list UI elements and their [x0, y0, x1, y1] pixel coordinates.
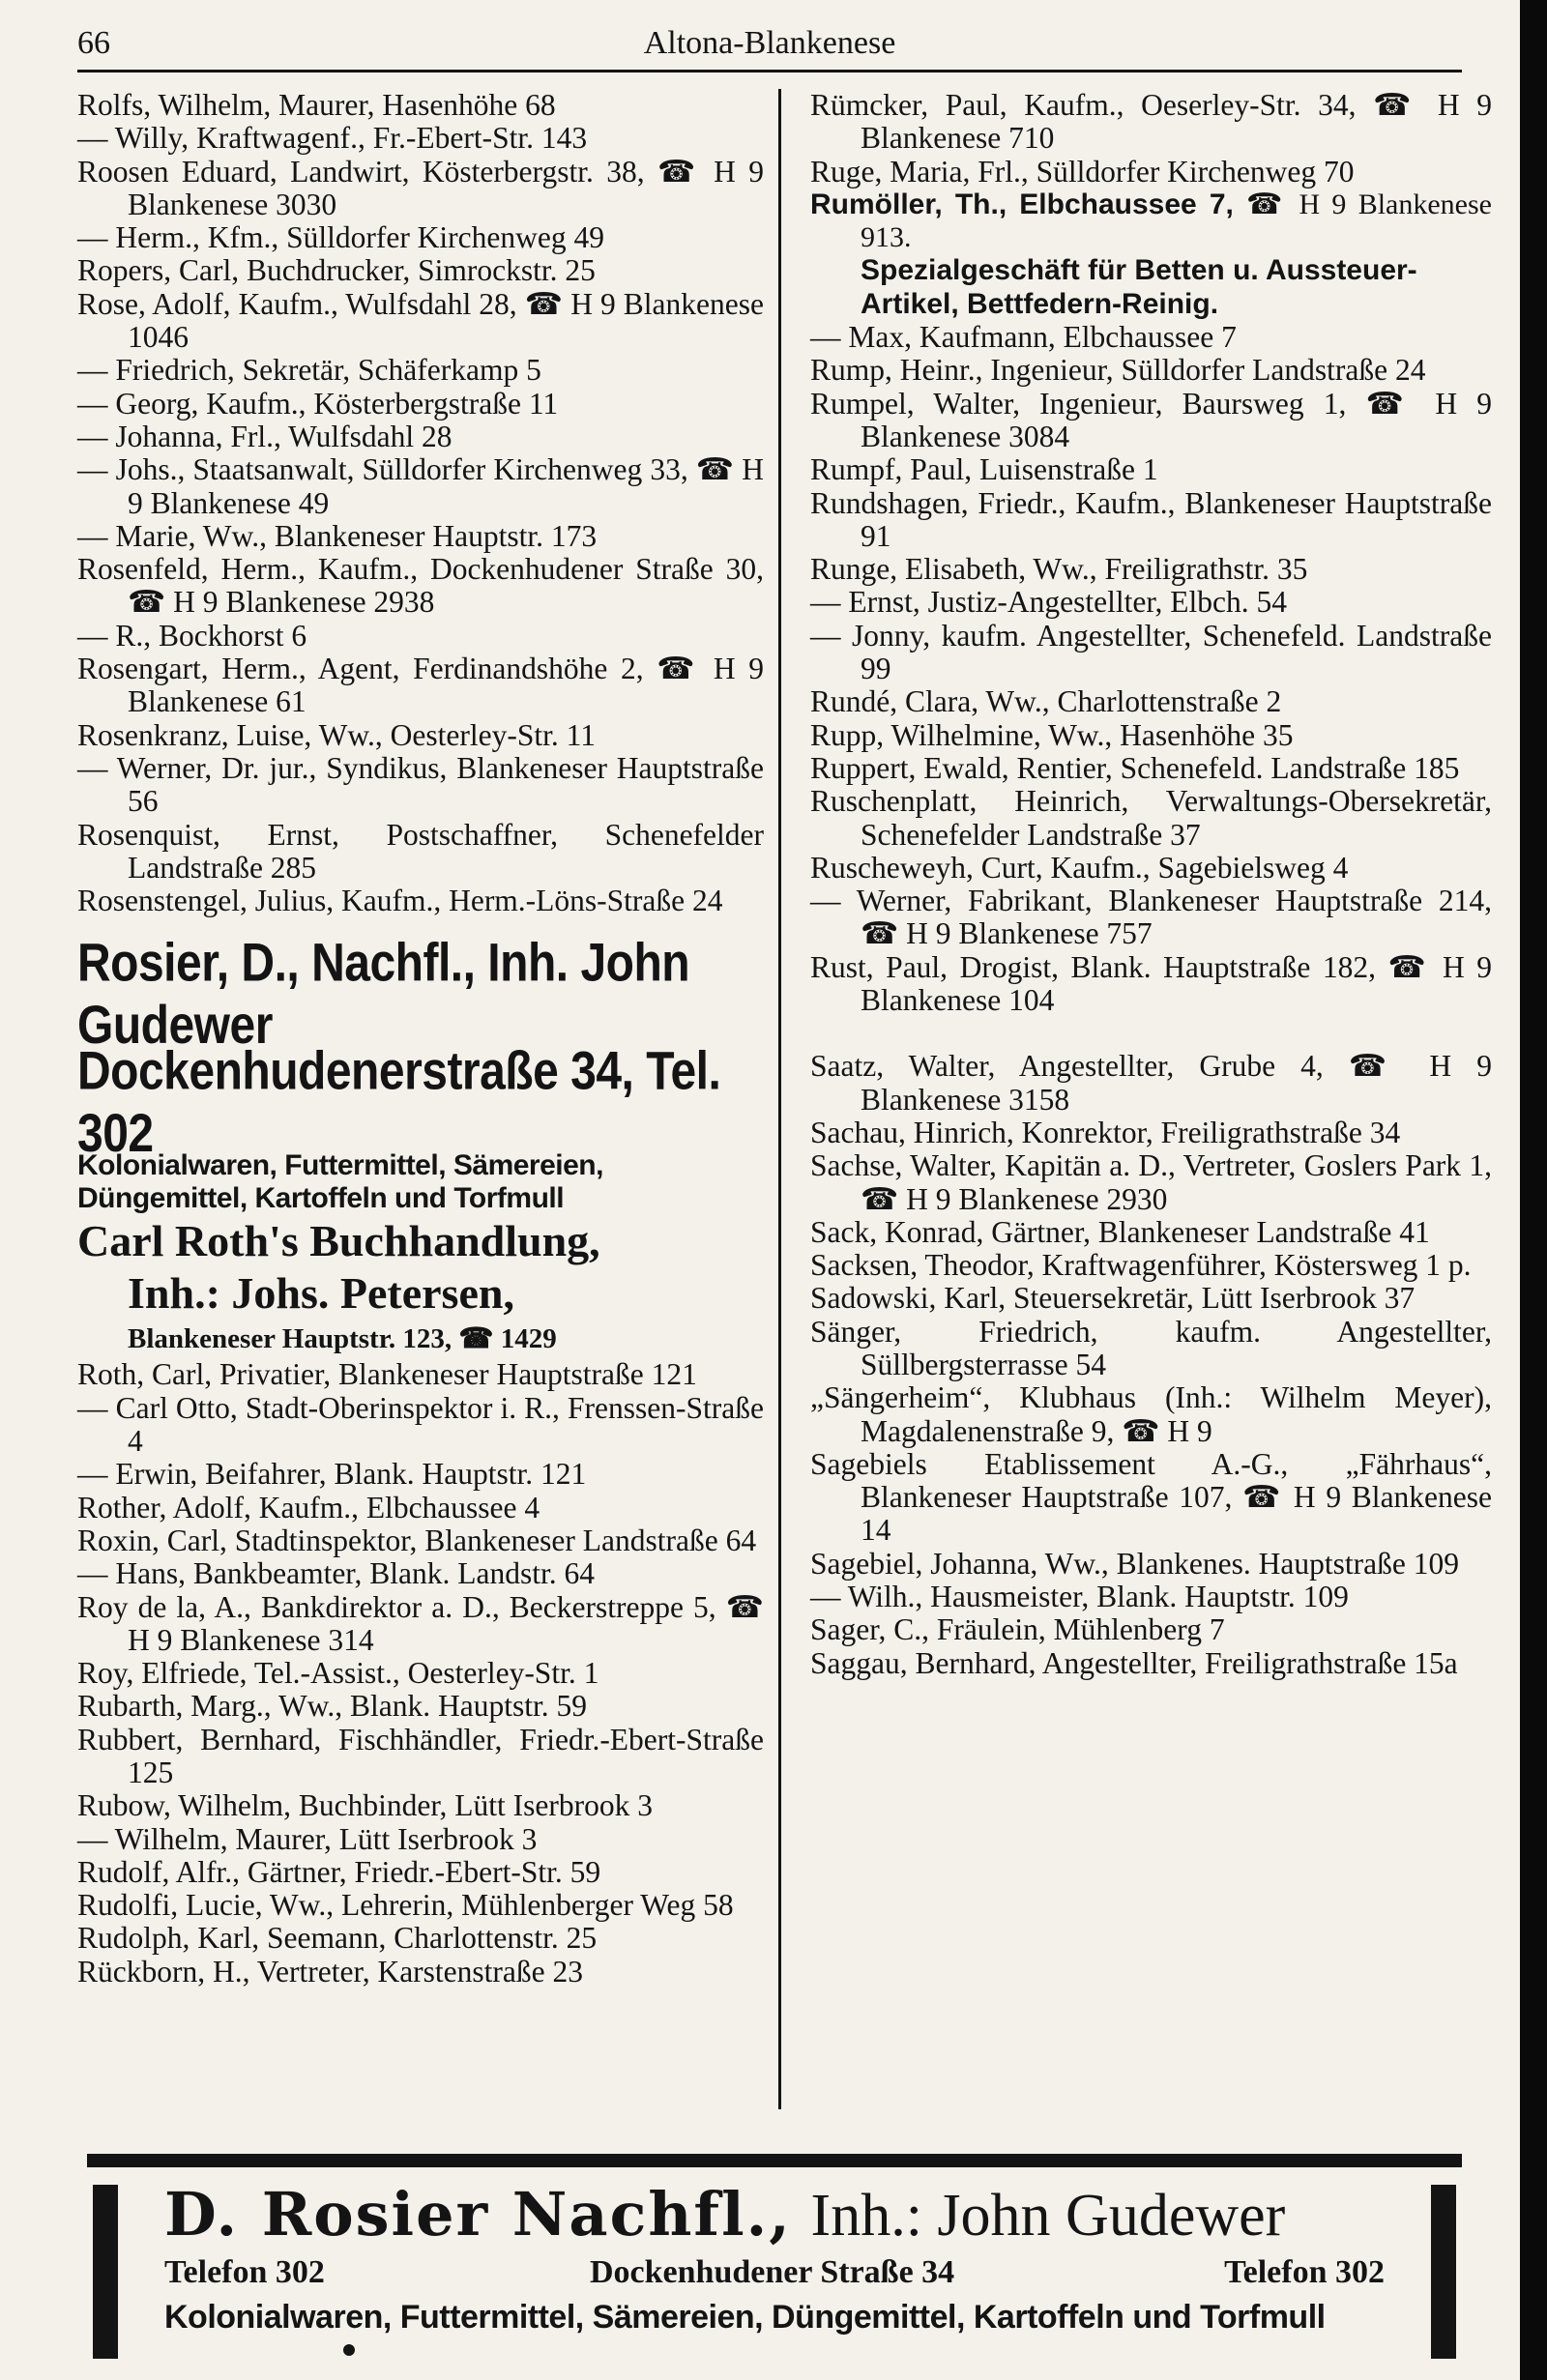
column-divider [778, 89, 781, 2109]
directory-entry: Rump, Heinr., Ingenieur, Sülldorfer Landstraße 24 [810, 353, 1426, 388]
directory-entry: Rückborn, H., Vertreter, Karstenstraße 23 [77, 1954, 583, 1988]
directory-entry: Rust, Paul, Drogist, Blank. Hauptstraße 182, ☎ H 9 Blankenese 104 [810, 949, 1492, 1018]
directory-entry: — Wilh., Hausmeister, Blank. Hauptstr. 109 [810, 1580, 1349, 1614]
bottom-advertisement [87, 2175, 1462, 2354]
directory-entry: Rubbert, Bernhard, Fischhändler, Friedr.-Ebert-Straße 125 [77, 1722, 764, 1789]
directory-entry: Sadowski, Karl, Steuersekretär, Lütt Iserbrook 37 [810, 1281, 1416, 1316]
bottom-rule [87, 2154, 1462, 2167]
directory-entry: Sänger, Friedrich, kaufm. Angestellter, Süllbergsterrasse 54 [810, 1314, 1492, 1381]
directory-entry: Rumpf, Paul, Luisenstraße 1 [810, 452, 1158, 487]
directory-entry: Sagebiel, Johanna, Ww., Blankenes. Hauptstraße 109 [810, 1546, 1459, 1581]
rumoeller-ad-text: Spezialgeschäft für Betten u. Aussteuer-Artikel, Bettfedern-Reinig. [861, 254, 1417, 320]
directory-entry: Rubow, Wilhelm, Buchbinder, Lütt Iserbrook 3 [77, 1788, 654, 1823]
ad-border-right [1431, 2185, 1456, 2359]
directory-entry: — Johs., Staatsanwalt, Sülldorfer Kirchenweg 33, ☎ H 9 Blankenese 49 [77, 452, 764, 520]
directory-entry: Rundé, Clara, Ww., Charlottenstraße 2 [810, 684, 1282, 719]
bottom-ad-address: Dockenhudener Straße 34 [590, 2254, 955, 2290]
directory-entry: Sachau, Hinrich, Konrektor, Freiligrathstraße 34 [810, 1115, 1401, 1149]
directory-entry: Saggau, Bernhard, Angestellter, Freiligrathstraße 15a [810, 1645, 1458, 1680]
directory-entry: Ruge, Maria, Frl., Sülldorfer Kirchenweg 70 [810, 154, 1355, 189]
directory-entry: Rümcker, Paul, Kaufm., Oeserley-Str. 34, ☎ H 9 Blankenese 710 [810, 88, 1492, 156]
directory-entry: Rosenkranz, Luise, Ww., Oesterley-Str. 11 [77, 717, 596, 752]
directory-entry: — Werner, Fabrikant, Blankeneser Hauptstraße 214, ☎ H 9 Blankenese 757 [810, 884, 1492, 951]
directory-entry: — Herm., Kfm., Sülldorfer Kirchenweg 49 [77, 220, 604, 255]
rosier-ad-products-2: Düngemittel, Kartoffeln und Torfmull [77, 1182, 565, 1215]
directory-entry: Rosenstengel, Julius, Kaufm., Herm.-Löns-Straße 24 [77, 884, 723, 918]
bottom-ad-title: D. Rosier Nachfl., Inh.: John Gudewer [164, 2179, 1286, 2249]
directory-entry: Rose, Adolf, Kaufm., Wulfsdahl 28, ☎ H 9 Blankenese 1046 [77, 286, 764, 355]
directory-entry: Sagebiels Etablissement A.-G., „Fährhaus“, Blankeneser Hauptstraße 107, ☎ H 9 Blankenese 14 [810, 1446, 1492, 1548]
page-title: Altona-Blankenese [643, 25, 896, 61]
directory-entry: Roosen Eduard, Landwirt, Kösterbergstr. 38, ☎ H 9 Blankenese 3030 [77, 154, 764, 221]
directory-entry: — Jonny, kaufm. Angestellter, Schenefeld. Landstraße 99 [810, 618, 1492, 686]
print-mark [343, 2344, 355, 2356]
left-column [77, 89, 764, 1988]
directory-entry: Rother, Adolf, Kaufm., Elbchaussee 4 [77, 1490, 540, 1524]
roth-ad-owner: Inh.: Johs. Petersen, [128, 1268, 514, 1319]
directory-entry: Saatz, Walter, Angestellter, Grube 4, ☎ H 9 Blankenese 3158 [810, 1049, 1492, 1117]
directory-entry: Ruscheweyh, Curt, Kaufm., Sagebielsweg 4 [810, 850, 1349, 885]
directory-entry: „Sängerheim“, Klubhaus (Inh.: Wilhelm Meyer), Magdalenenstraße 9, ☎ H 9 [810, 1380, 1492, 1448]
directory-entry: Rubarth, Marg., Ww., Blank. Hauptstr. 59 [77, 1689, 587, 1724]
rosier-ad-address: Dockenhudenerstraße 34, Tel. 302 [77, 1042, 721, 1164]
directory-entry: Sager, C., Fräulein, Mühlenberg 7 [810, 1612, 1225, 1647]
directory-entry: Sachse, Walter, Kapitän a. D., Vertreter, Goslers Park 1, ☎ H 9 Blankenese 2930 [810, 1148, 1492, 1216]
directory-entry: Rundshagen, Friedr., Kaufm., Blankeneser Hauptstraße 91 [810, 485, 1492, 553]
directory-entry: Rudolph, Karl, Seemann, Charlottenstr. 25 [77, 1921, 598, 1956]
right-column [810, 89, 1492, 1680]
bottom-ad-products: Kolonialwaren, Futtermittel, Sämereien, Düngemittel, Kartoffeln und Torfmull [164, 2299, 1326, 2336]
rosier-ad-products-1: Kolonialwaren, Futtermittel, Sämereien, [77, 1149, 603, 1182]
directory-entry: Runge, Elisabeth, Ww., Freiligrathstr. 35 [810, 552, 1308, 587]
directory-entry: Roth, Carl, Privatier, Blankeneser Hauptstraße 121 [77, 1357, 697, 1392]
directory-entry: — Willy, Kraftwagenf., Fr.-Ebert-Str. 143 [77, 121, 588, 156]
directory-entry: Rolfs, Wilhelm, Maurer, Hasenhöhe 68 [77, 88, 556, 122]
directory-entry: Rosenquist, Ernst, Postschaffner, Schenefelder Landstraße 285 [77, 817, 764, 885]
roth-ad-address: Blankeneser Hauptstr. 123, ☎ 1429 [128, 1323, 557, 1355]
bottom-ad-phone-right: Telefon 302 [1224, 2254, 1385, 2290]
directory-entry: Rosenfeld, Herm., Kaufm., Dockenhudener Straße 30, ☎ H 9 Blankenese 2938 [77, 552, 764, 620]
directory-entry: — Georg, Kaufm., Kösterbergstraße 11 [77, 386, 559, 421]
directory-entry: Ruppert, Ewald, Rentier, Schenefeld. Landstraße 185 [810, 750, 1460, 785]
page-number: 66 [77, 25, 110, 61]
directory-entry: — Werner, Dr. jur., Syndikus, Blankeneser Hauptstraße 56 [77, 750, 764, 819]
directory-entry: Rosengart, Herm., Agent, Ferdinandshöhe 2, ☎ H 9 Blankenese 61 [77, 652, 764, 719]
roth-ad-name: Carl Roth's Buchhandlung, [77, 1216, 600, 1266]
directory-entry: Rumpel, Walter, Ingenieur, Baursweg 1, ☎ H 9 Blankenese 3084 [810, 386, 1492, 453]
directory-entry: — R., Bockhorst 6 [77, 618, 307, 653]
directory-entry: — Ernst, Justiz-Angestellter, Elbch. 54 [810, 585, 1288, 620]
directory-entry: Rudolfi, Lucie, Ww., Lehrerin, Mühlenberger Weg 58 [77, 1888, 734, 1923]
directory-entry: — Erwin, Beifahrer, Blank. Hauptstr. 121 [77, 1457, 587, 1492]
directory-entry: — Wilhelm, Maurer, Lütt Iserbrook 3 [77, 1821, 538, 1856]
directory-entry: — Max, Kaufmann, Elbchaussee 7 [810, 320, 1237, 355]
directory-entry: Roy, Elfriede, Tel.-Assist., Oesterley-Str. 1 [77, 1656, 599, 1691]
scan-edge [1520, 0, 1547, 2380]
directory-entry: — Carl Otto, Stadt-Oberinspektor i. R., Frenssen-Straße 4 [77, 1390, 764, 1459]
directory-entry: Rudolf, Alfr., Gärtner, Friedr.-Ebert-Str. 59 [77, 1854, 601, 1889]
directory-entry: Roxin, Carl, Stadtinspektor, Blankeneser Landstraße 64 [77, 1523, 757, 1557]
rumoeller-ad-name: Rumöller, Th., Elbchaussee 7, ☎ H 9 Blankenese 913. [810, 188, 1492, 254]
rosier-ad-name: Rosier, D., Nachfl., Inh. John Gudewer [77, 934, 690, 1056]
directory-entry: Ropers, Carl, Buchdrucker, Simrockstr. 25 [77, 253, 596, 288]
directory-entry: Rupp, Wilhelmine, Ww., Hasenhöhe 35 [810, 717, 1294, 752]
page-header [77, 21, 1462, 70]
directory-entry: — Marie, Ww., Blankeneser Hauptstr. 173 [77, 518, 598, 553]
directory-entry: — Hans, Bankbeamter, Blank. Landstr. 64 [77, 1556, 596, 1591]
directory-entry: Sack, Konrad, Gärtner, Blankeneser Landstraße 41 [810, 1214, 1430, 1249]
directory-entry: Roy de la, A., Bankdirektor a. D., Beckerstreppe 5, ☎ H 9 Blankenese 314 [77, 1589, 764, 1657]
directory-entry: — Friedrich, Sekretär, Schäferkamp 5 [77, 353, 541, 388]
bottom-ad-phone-left: Telefon 302 [164, 2254, 325, 2290]
directory-entry: Ruschenplatt, Heinrich, Verwaltungs-Obersekretär, Schenefelder Landstraße 37 [810, 784, 1492, 852]
directory-entry: Sacksen, Theodor, Kraftwagenführer, Köstersweg 1 p. [810, 1248, 1472, 1283]
ad-border-left [93, 2185, 118, 2359]
header-rule [77, 70, 1462, 73]
directory-entry: — Johanna, Frl., Wulfsdahl 28 [77, 419, 452, 453]
